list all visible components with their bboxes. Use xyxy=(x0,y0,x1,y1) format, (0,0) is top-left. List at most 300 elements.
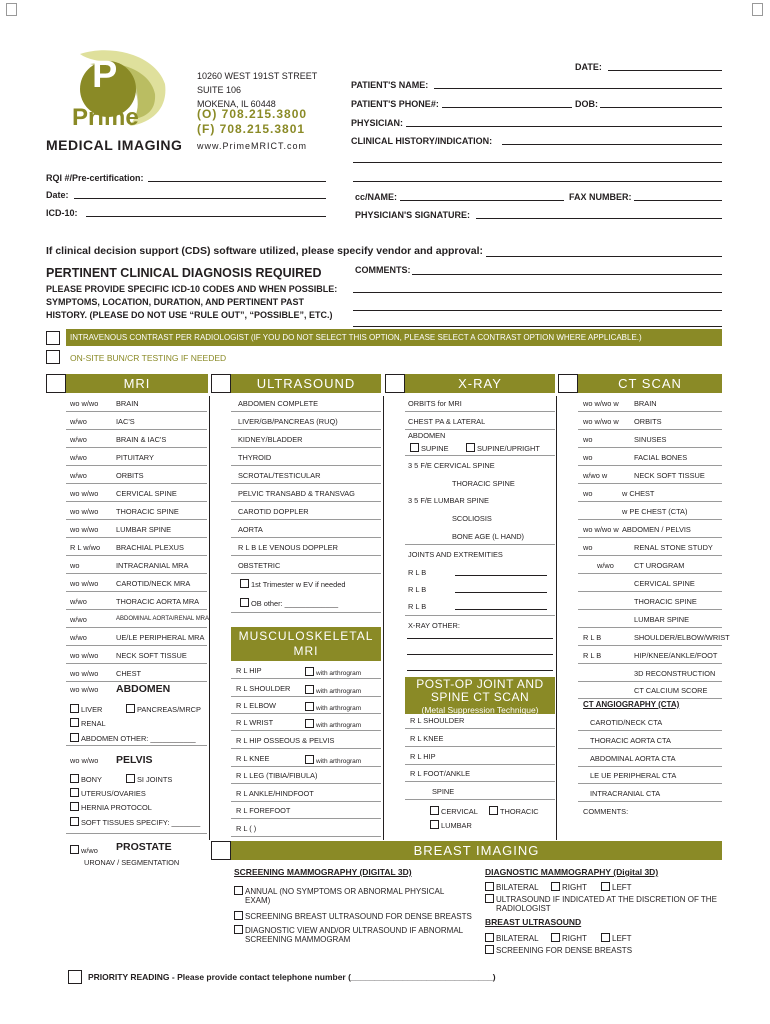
us-row-label[interactable]: CAROTID DOPPLER xyxy=(238,507,309,516)
logo-letter: P xyxy=(92,54,118,96)
comments-field-1[interactable] xyxy=(412,274,722,275)
checkbox-icon[interactable] xyxy=(466,443,475,452)
checkbox-icon[interactable] xyxy=(70,718,79,727)
mri-row-prefix[interactable]: w/wo xyxy=(70,633,87,642)
mri-bony[interactable] xyxy=(70,774,102,783)
row-divider xyxy=(231,537,381,538)
checkbox-icon[interactable] xyxy=(305,755,314,764)
row-divider xyxy=(578,748,722,749)
checkbox-icon[interactable] xyxy=(601,882,610,891)
mri-abdomen-prefix[interactable]: wo w/wo xyxy=(70,685,99,694)
diag-right[interactable] xyxy=(551,882,587,892)
us-if-label-2: RADIOLOGIST xyxy=(496,904,551,913)
msk-row-label[interactable]: R L ELBOW xyxy=(236,701,276,710)
xray-cervical[interactable]: 3 5 F/E CERVICAL SPINE xyxy=(408,461,495,470)
row-divider xyxy=(231,836,381,837)
xray-upright[interactable] xyxy=(466,443,540,452)
icd10-field[interactable] xyxy=(86,216,326,217)
xray-rlb-1[interactable]: R L B xyxy=(408,568,427,577)
ct-row-label[interactable]: BRAIN xyxy=(634,399,657,408)
row-divider xyxy=(231,447,381,448)
checkbox-icon[interactable] xyxy=(485,894,494,903)
mri-si[interactable] xyxy=(126,774,172,783)
annual-label: ANNUAL (NO SYMPTOMS OR ABNORMAL PHYSICAL xyxy=(245,887,445,896)
row-divider xyxy=(66,745,207,746)
patient-phone-field[interactable] xyxy=(442,107,572,108)
us-row-label[interactable]: THYROID xyxy=(238,453,272,462)
msk-row-label[interactable]: R L SHOULDER xyxy=(236,684,291,693)
row-divider xyxy=(405,764,555,765)
xray-joint-field-3[interactable] xyxy=(455,609,547,610)
xray-lumbar[interactable]: 3 5 F/E LUMBAR SPINE xyxy=(408,496,489,505)
us-bilateral[interactable] xyxy=(485,933,539,943)
xray-header: X-RAY xyxy=(405,374,555,393)
cc-name-label: cc/NAME: xyxy=(355,192,398,202)
screening-title: SCREENING MAMMOGRAPHY (DIGITAL 3D) xyxy=(234,867,412,877)
ct-row-label[interactable]: w CHEST xyxy=(622,489,655,498)
mri-row-label[interactable]: BRACHIAL PLEXUS xyxy=(116,543,184,552)
mri-row-label[interactable]: IAC'S xyxy=(116,417,135,426)
cta-row-label[interactable]: LE UE PERIPHERAL CTA xyxy=(590,771,677,780)
checkbox-icon[interactable] xyxy=(70,788,79,797)
row-divider xyxy=(66,609,207,610)
row-divider xyxy=(578,519,722,520)
rqi-field[interactable] xyxy=(148,181,326,182)
clinical-history-field[interactable] xyxy=(502,144,722,145)
row-divider xyxy=(66,833,207,834)
ct-row-label[interactable]: RENAL STONE STUDY xyxy=(634,543,713,552)
xray-scoliosis[interactable]: SCOLIOSIS xyxy=(452,514,492,523)
mri-prostate-title: PROSTATE xyxy=(116,841,172,853)
ct-row-prefix[interactable]: wo xyxy=(583,489,593,498)
row-divider xyxy=(66,483,207,484)
mri-header: MRI xyxy=(66,374,208,393)
postop-row-label[interactable]: SPINE xyxy=(432,787,455,796)
address-line2: SUITE 106 xyxy=(197,85,242,95)
patient-name-label: PATIENT'S NAME: xyxy=(351,80,429,90)
diag-left[interactable] xyxy=(601,882,632,892)
xray-other-label: X-RAY OTHER: xyxy=(408,621,460,630)
ct-row-label[interactable]: SHOULDER/ELBOW/WRIST xyxy=(634,633,730,642)
msk-arthrogram[interactable] xyxy=(305,755,361,766)
checkbox-icon[interactable] xyxy=(240,579,249,588)
msk-header-line2: MRI xyxy=(293,644,319,658)
xray-rlb-2[interactable]: R L B xyxy=(408,585,427,594)
msk-arthrogram[interactable] xyxy=(305,667,361,678)
us-if-indicated[interactable] xyxy=(485,894,717,913)
xray-joint-field-1[interactable] xyxy=(455,575,547,576)
row-divider xyxy=(578,411,722,412)
checkbox-icon[interactable] xyxy=(234,911,243,920)
msk-row-label[interactable]: R L HIP xyxy=(236,666,262,675)
diagnostic-title: DIAGNOSTIC MAMMOGRAPHY (Digital 3D) xyxy=(485,867,659,877)
cds-field[interactable] xyxy=(486,256,722,257)
ct-row-label[interactable]: w PE CHEST (CTA) xyxy=(622,507,688,516)
checkbox-icon[interactable] xyxy=(485,945,494,954)
ct-row-label[interactable]: SINUSES xyxy=(634,435,667,444)
row-divider xyxy=(66,537,207,538)
xray-other-field-3[interactable] xyxy=(407,670,553,671)
mri-pelvis-prefix[interactable]: wo w/wo xyxy=(70,756,99,765)
mri-row-label[interactable]: NECK SOFT TISSUE xyxy=(116,651,187,660)
row-divider xyxy=(66,645,207,646)
mri-renal[interactable] xyxy=(70,718,106,727)
mri-row-label[interactable]: THORACIC SPINE xyxy=(116,507,179,516)
dob-label: DOB: xyxy=(575,99,598,109)
ct-row-label[interactable]: NECK SOFT TISSUE xyxy=(634,471,705,480)
row-divider xyxy=(66,465,207,466)
row-divider xyxy=(231,612,381,613)
us-left[interactable] xyxy=(601,933,632,943)
us-right[interactable] xyxy=(551,933,587,943)
comments-field-2[interactable] xyxy=(353,292,722,293)
mri-row-prefix[interactable]: w/wo xyxy=(70,597,87,606)
mri-hernia[interactable] xyxy=(70,802,152,811)
mri-row-label[interactable]: CHEST xyxy=(116,669,142,678)
xray-supine[interactable] xyxy=(410,443,449,452)
mri-row-prefix[interactable]: wo w/wo xyxy=(70,669,99,678)
mri-soft-label: SOFT TISSUES SPECIFY: _______ xyxy=(81,818,201,827)
checkbox-icon[interactable] xyxy=(305,667,314,676)
mri-row-label[interactable]: INTRACRANIAL MRA xyxy=(116,561,189,570)
annual-item[interactable] xyxy=(234,886,444,905)
postop-row-label[interactable]: R L FOOT/ANKLE xyxy=(410,769,471,778)
fax-number-field[interactable] xyxy=(634,200,722,201)
arthrogram-label: with arthrogram xyxy=(316,705,362,712)
date2-field[interactable] xyxy=(74,198,326,199)
mri-row-prefix[interactable]: wo w/wo xyxy=(70,399,99,408)
checkbox-icon[interactable] xyxy=(430,806,439,815)
mri-row-prefix[interactable]: wo w/wo xyxy=(70,651,99,660)
mri-hernia-label: HERNIA PROTOCOL xyxy=(81,803,152,812)
us-row-label[interactable]: AORTA xyxy=(238,525,263,534)
us-row-label[interactable]: PELVIC TRANSABD & TRANSVAG xyxy=(238,489,355,498)
mri-row-prefix[interactable]: wo w/wo xyxy=(70,525,99,534)
comments-field-4[interactable] xyxy=(353,326,722,327)
diag-view-label-2: SCREENING MAMMOGRAM xyxy=(245,935,351,944)
patient-name-field[interactable] xyxy=(434,88,722,89)
xray-boneage[interactable]: BONE AGE (L HAND) xyxy=(452,532,525,541)
mri-row-label[interactable]: PITUITARY xyxy=(116,453,154,462)
breast-checkbox-box[interactable] xyxy=(211,841,231,860)
mri-prostate-prefix-label: w/wo xyxy=(81,846,98,855)
checkbox-icon[interactable] xyxy=(234,925,243,934)
mri-row-label[interactable]: ABDOMINAL AORTA/RENAL MRA xyxy=(116,616,210,622)
checkbox-icon[interactable] xyxy=(485,933,494,942)
screening-us-label: SCREENING BREAST ULTRASOUND FOR DENSE BREASTS xyxy=(245,912,472,921)
row-divider xyxy=(66,429,207,430)
mri-row-prefix[interactable]: wo w/wo xyxy=(70,579,99,588)
mri-row-prefix[interactable]: wo xyxy=(70,561,80,570)
date-field[interactable] xyxy=(608,70,722,71)
row-divider xyxy=(66,591,207,592)
checkbox-icon[interactable] xyxy=(70,845,79,854)
msk-arthrogram[interactable] xyxy=(305,702,361,713)
annual-label-2: EXAM) xyxy=(245,896,271,905)
icd10-label: ICD-10: xyxy=(46,208,78,218)
cta-row-label[interactable]: CAROTID/NECK CTA xyxy=(590,718,663,727)
checkbox-icon[interactable] xyxy=(410,443,419,452)
row-divider xyxy=(578,447,722,448)
checkbox-icon[interactable] xyxy=(430,820,439,829)
ct-row-label[interactable]: FACIAL BONES xyxy=(634,453,688,462)
mri-prostate-prefix[interactable] xyxy=(70,845,98,854)
us-row-label[interactable]: LIVER/GB/PANCREAS (RUQ) xyxy=(238,417,338,426)
ct-row-label[interactable]: THORACIC SPINE xyxy=(634,597,697,606)
cta-row-label[interactable]: INTRACRANIAL CTA xyxy=(590,789,661,798)
mri-row-prefix[interactable]: w/wo xyxy=(70,417,87,426)
clinical-history-label: CLINICAL HISTORY/INDICATION: xyxy=(351,136,493,146)
row-divider xyxy=(578,573,722,574)
priority-checkbox[interactable] xyxy=(68,970,82,984)
msk-row-label[interactable]: R L WRIST xyxy=(236,718,274,727)
ct-row-label[interactable]: ORBITS xyxy=(634,417,662,426)
ct-row-label[interactable]: LUMBAR SPINE xyxy=(634,615,690,624)
ct-row-prefix[interactable]: wo w/wo w xyxy=(583,417,619,426)
mri-row-prefix[interactable]: w/wo xyxy=(70,471,87,480)
ct-row-label[interactable]: CERVICAL SPINE xyxy=(634,579,695,588)
mri-checkbox-box[interactable] xyxy=(46,374,66,393)
mri-prostate-sub[interactable]: URONAV / SEGMENTATION xyxy=(84,858,180,867)
xray-joint-field-2[interactable] xyxy=(455,592,547,593)
checkbox-icon[interactable] xyxy=(551,933,560,942)
ct-row-prefix[interactable]: R L B xyxy=(583,651,602,660)
patient-phone-label: PATIENT'S PHONE#: xyxy=(351,99,439,109)
us-row-label[interactable]: KIDNEY/BLADDER xyxy=(238,435,303,444)
row-divider xyxy=(231,501,381,502)
cta-row-label[interactable]: ABDOMINAL AORTA CTA xyxy=(590,754,676,763)
row-divider xyxy=(405,728,555,729)
ct-row-label[interactable]: CT UROGRAM xyxy=(634,561,685,570)
bun-checkbox[interactable] xyxy=(46,350,60,364)
ct-row-prefix[interactable]: wo w/wo w xyxy=(583,525,619,534)
xray-row-label[interactable]: ORBITS for MRI xyxy=(408,399,462,408)
checkbox-icon[interactable] xyxy=(70,704,79,713)
mri-row-prefix[interactable]: wo w/wo xyxy=(70,489,99,498)
divider-2 xyxy=(383,396,384,840)
mri-soft[interactable] xyxy=(70,817,200,826)
checkbox-icon[interactable] xyxy=(305,719,314,728)
xray-other-field-2[interactable] xyxy=(407,654,553,655)
ct-row-prefix[interactable]: R L B xyxy=(583,633,602,642)
ct-row-prefix[interactable]: wo w/wo w xyxy=(583,399,619,408)
mri-row-prefix[interactable]: w/wo xyxy=(70,615,87,624)
diag-bilateral[interactable] xyxy=(485,882,539,892)
ct-row-prefix[interactable]: wo xyxy=(583,435,593,444)
postop-header xyxy=(405,677,555,714)
divider-3 xyxy=(556,396,557,840)
checkbox-icon[interactable] xyxy=(485,882,494,891)
postop-cervical[interactable] xyxy=(430,806,478,815)
row-divider xyxy=(231,573,381,574)
row-divider xyxy=(231,783,381,784)
msk-arthrogram[interactable] xyxy=(305,719,361,730)
ct-header: CT SCAN xyxy=(578,374,722,393)
us-checkbox-box[interactable] xyxy=(211,374,231,393)
xray-thoracic[interactable]: THORACIC SPINE xyxy=(452,479,515,488)
row-divider xyxy=(66,663,207,664)
checkbox-icon[interactable] xyxy=(234,886,243,895)
mri-row-label[interactable]: THORACIC AORTA MRA xyxy=(116,597,200,606)
mri-row-prefix[interactable]: w/wo xyxy=(70,435,87,444)
xray-checkbox-box[interactable] xyxy=(385,374,405,393)
msk-row-label[interactable]: R L ( ) xyxy=(236,824,257,833)
msk-arthrogram[interactable] xyxy=(305,685,361,696)
left-label: LEFT xyxy=(612,883,632,892)
checkbox-icon[interactable] xyxy=(240,598,249,607)
row-divider xyxy=(66,555,207,556)
bilateral-label: BILATERAL xyxy=(496,883,539,892)
mri-row-label[interactable]: BRAIN & IAC'S xyxy=(116,435,167,444)
physician-field[interactable] xyxy=(406,126,722,127)
diagnosis-line1: PLEASE PROVIDE SPECIFIC ICD-10 CODES AND WHEN POSSIBLE: xyxy=(46,284,338,294)
checkbox-icon[interactable] xyxy=(551,882,560,891)
us-bilateral-label: BILATERAL xyxy=(496,934,539,943)
postop-row-label[interactable]: R L KNEE xyxy=(410,734,444,743)
us-row-label[interactable]: OBSTETRIC xyxy=(238,561,281,570)
checkbox-icon[interactable] xyxy=(70,802,79,811)
contrast-checkbox[interactable] xyxy=(46,331,60,345)
postop-thoracic-label: THORACIC xyxy=(500,807,539,816)
row-divider xyxy=(578,501,722,502)
row-divider xyxy=(578,537,722,538)
xray-upright-label: SUPINE/UPRIGHT xyxy=(477,444,540,453)
office-fax: (F) 708.215.3801 xyxy=(197,122,306,136)
xray-row-label[interactable]: CHEST PA & LATERAL xyxy=(408,417,486,426)
dense-breasts[interactable] xyxy=(485,945,632,955)
screening-us-item[interactable] xyxy=(234,911,472,921)
row-divider xyxy=(578,609,722,610)
msk-row-label[interactable]: R L LEG (TIBIA/FIBULA) xyxy=(236,771,318,780)
us-row-label[interactable]: SCROTAL/TESTICULAR xyxy=(238,471,321,480)
ct-row-label[interactable]: CT CALCIUM SCORE xyxy=(634,686,708,695)
separator-line xyxy=(353,181,722,182)
postop-row-label[interactable]: R L SHOULDER xyxy=(410,716,465,725)
ct-row-label[interactable]: 3D RECONSTRUCTION xyxy=(634,669,716,678)
row-divider xyxy=(231,713,381,714)
mri-pancreas-label: PANCREAS/MRCP xyxy=(137,705,201,714)
postop-thoracic[interactable] xyxy=(489,806,539,815)
msk-header-line1: MUSCULOSKELETAL xyxy=(238,629,374,643)
row-divider xyxy=(578,627,722,628)
mri-pancreas[interactable] xyxy=(126,704,201,713)
ct-checkbox-box[interactable] xyxy=(558,374,578,393)
us-left-label: LEFT xyxy=(612,934,632,943)
mri-si-label: SI JOINTS xyxy=(137,775,173,784)
address-line1: 10260 WEST 191ST STREET xyxy=(197,71,318,81)
physician-signature-field[interactable] xyxy=(476,218,722,219)
row-divider xyxy=(231,411,381,412)
row-divider xyxy=(66,573,207,574)
postop-header-line2: SPINE CT SCAN xyxy=(430,690,530,704)
checkbox-icon[interactable] xyxy=(70,774,79,783)
mri-row-prefix[interactable]: wo w/wo xyxy=(70,507,99,516)
mri-pelvis-title: PELVIS xyxy=(116,754,153,766)
mri-row-label[interactable]: CERVICAL SPINE xyxy=(116,489,177,498)
row-divider xyxy=(231,801,381,802)
arthrogram-label: with arthrogram xyxy=(316,670,362,677)
mri-row-label[interactable]: BRAIN xyxy=(116,399,139,408)
msk-row-label[interactable]: R L FOREFOOT xyxy=(236,806,291,815)
row-divider xyxy=(578,681,722,682)
cta-row-label[interactable]: THORACIC AORTA CTA xyxy=(590,736,671,745)
arthrogram-label: with arthrogram xyxy=(316,688,362,695)
row-divider xyxy=(578,555,722,556)
dob-field[interactable] xyxy=(600,107,722,108)
msk-row-label[interactable]: R L HIP OSSEOUS & PELVIS xyxy=(236,736,335,745)
row-divider xyxy=(231,748,381,749)
diagnosis-line3: HISTORY. (PLEASE DO NOT USE “RULE OUT”, “POSSIBLE”, ETC.) xyxy=(46,310,333,320)
cc-name-field[interactable] xyxy=(400,200,564,201)
checkbox-icon[interactable] xyxy=(601,933,610,942)
mri-row-prefix[interactable]: w/wo xyxy=(70,453,87,462)
clinical-history-field-2[interactable] xyxy=(353,162,722,163)
mri-row-label[interactable]: CAROTID/NECK MRA xyxy=(116,579,191,588)
us-row-label[interactable]: R L B LE VENOUS DOPPLER xyxy=(238,543,338,552)
us-t1[interactable] xyxy=(240,579,345,588)
ct-row-prefix[interactable]: wo xyxy=(583,453,593,462)
row-divider xyxy=(66,411,207,412)
mri-liver[interactable] xyxy=(70,704,102,713)
us-row-label[interactable]: ABDOMEN COMPLETE xyxy=(238,399,319,408)
ct-row-prefix[interactable]: w/wo w xyxy=(583,471,608,480)
row-divider xyxy=(405,746,555,747)
address-block xyxy=(197,69,317,111)
xray-rlb-3[interactable]: R L B xyxy=(408,602,427,611)
ct-row-label[interactable]: HIP/KNEE/ANKLE/FOOT xyxy=(634,651,718,660)
mri-abdomen-other[interactable] xyxy=(70,733,196,742)
row-divider xyxy=(405,411,555,412)
ct-row-prefix[interactable]: wo xyxy=(583,543,593,552)
mri-uterus[interactable] xyxy=(70,788,146,797)
row-divider xyxy=(405,455,555,456)
checkbox-icon[interactable] xyxy=(126,774,135,783)
postop-lumbar[interactable] xyxy=(430,820,472,829)
checkbox-icon[interactable] xyxy=(70,817,79,826)
msk-row-label[interactable]: R L KNEE xyxy=(236,754,270,763)
mri-row-label[interactable]: LUMBAR SPINE xyxy=(116,525,172,534)
us-ob-label: OB other: _____________ xyxy=(251,599,339,608)
checkbox-icon[interactable] xyxy=(305,685,314,694)
checkbox-icon[interactable] xyxy=(489,806,498,815)
row-divider xyxy=(66,519,207,520)
comments-field-3[interactable] xyxy=(353,310,722,311)
diag-view-label: DIAGNOSTIC VIEW AND/OR ULTRASOUND IF ABNORMAL xyxy=(245,926,464,935)
us-ob-other[interactable] xyxy=(240,598,338,607)
ultrasound-header: ULTRASOUND xyxy=(231,374,381,393)
mri-renal-label: RENAL xyxy=(81,719,106,728)
ct-row-prefix[interactable]: w/wo xyxy=(597,561,614,570)
checkbox-icon[interactable] xyxy=(126,704,135,713)
diagnostic-view-item[interactable] xyxy=(234,925,463,944)
contrast-banner-text: INTRAVENOUS CONTRAST PER RADIOLOGIST (IF YOU DO NOT SELECT THIS OPTION, PLEASE SELECT A CONTRAST OPTION WHERE APPLICABLE.) xyxy=(70,333,642,342)
msk-row-label[interactable]: R L ANKLE/HINDFOOT xyxy=(236,789,314,798)
mri-row-label[interactable]: UE/LE PERIPHERAL MRA xyxy=(116,633,205,642)
cds-label: If clinical decision support (CDS) software utilized, please specify vendor and approval: xyxy=(46,245,484,257)
xray-abdomen[interactable]: ABDOMEN xyxy=(408,431,446,440)
checkbox-icon[interactable] xyxy=(305,702,314,711)
xray-other-field-1[interactable] xyxy=(407,638,553,639)
mri-row-prefix[interactable]: R L w/wo xyxy=(70,543,101,552)
mri-row-label[interactable]: ORBITS xyxy=(116,471,144,480)
fax-number-label: FAX NUMBER: xyxy=(569,192,632,202)
breast-header: BREAST IMAGING xyxy=(231,841,722,860)
checkbox-icon[interactable] xyxy=(70,733,79,742)
row-divider xyxy=(578,766,722,767)
row-divider xyxy=(578,483,722,484)
ct-row-label[interactable]: ABDOMEN / PELVIS xyxy=(622,525,691,534)
postop-row-label[interactable]: R L HIP xyxy=(410,752,436,761)
